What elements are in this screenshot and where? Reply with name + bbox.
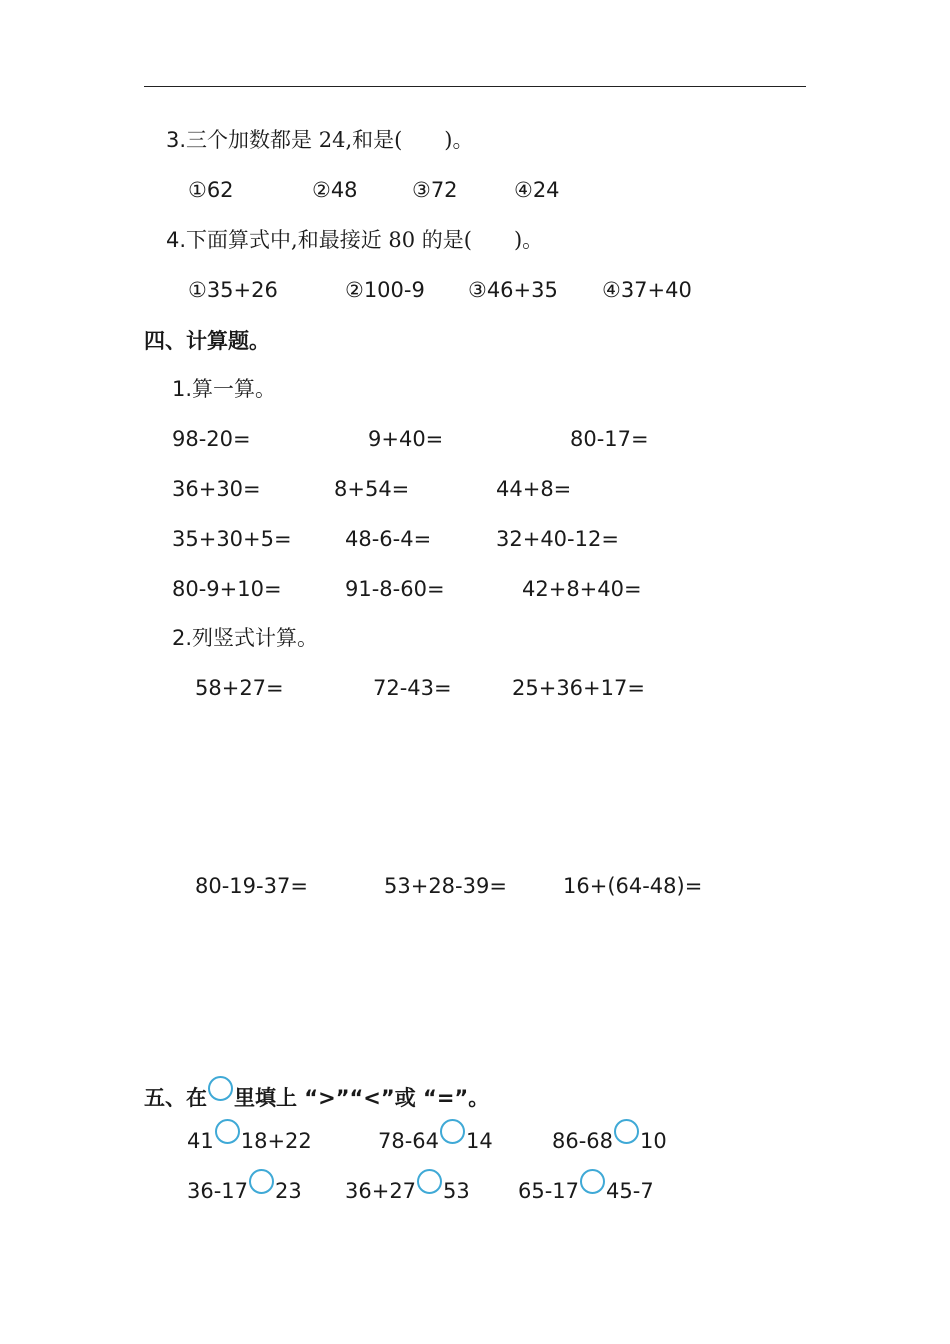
section-5-title [144,1076,489,1111]
compare-5-blank[interactable] [417,1169,442,1194]
q3-option-4: ④24 [514,178,560,202]
compare-5-right: 53 [443,1179,470,1203]
compare-6-left: 65-17 [518,1179,580,1203]
header-rule [144,86,806,87]
subsection-1 [172,376,276,402]
q4-option-4: ④37+40 [602,278,692,302]
question-4-number: 4. [166,228,187,252]
calc-r2-c2: 8+54= [334,477,410,501]
compare-item-4 [187,1169,302,1204]
compare-item-1 [187,1119,312,1154]
compare-5-left: 36+27 [345,1179,417,1203]
compare-1-left: 41 [187,1129,214,1153]
question-3-number: 3. [166,128,187,152]
question-3 [166,127,474,153]
calc-r1-c3: 80-17= [570,427,649,451]
compare-2-right: 14 [466,1129,493,1153]
compare-item-2 [378,1119,493,1154]
calc-r3-c3: 32+40-12= [496,527,619,551]
q4-option-1: ①35+26 [188,278,278,302]
compare-2-left: 78-64 [378,1129,440,1153]
subsection-2 [172,625,318,651]
compare-item-5 [345,1169,470,1204]
compare-item-3 [552,1119,667,1154]
q4-option-3: ③46+35 [468,278,558,302]
section-5-title-a: 五、在 [144,1086,207,1110]
calc-r2-c3: 44+8= [496,477,572,501]
compare-1-right: 18+22 [240,1129,312,1153]
q3-option-1: ①62 [188,178,234,202]
section-5-title-b: 里填上 “>”“<”或 “=”。 [234,1086,490,1110]
compare-1-blank[interactable] [215,1119,240,1144]
compare-6-right: 45-7 [606,1179,654,1203]
vertical-calc-1: 58+27= [195,676,284,700]
vertical-calc-2: 72-43= [373,676,452,700]
calc-r1-c1: 98-20= [172,427,251,451]
calc-r4-c2: 91-8-60= [345,577,445,601]
subsection-2-title: 列竖式计算。 [192,626,319,650]
vertical-calc-6: 16+(64-48)= [563,874,703,898]
question-4 [166,227,543,253]
compare-4-right: 23 [275,1179,302,1203]
question-3-text: 三个加数都是 24,和是( )。 [186,128,474,152]
calc-r3-c1: 35+30+5= [172,527,292,551]
compare-3-right: 10 [640,1129,667,1153]
calc-r3-c2: 48-6-4= [345,527,432,551]
compare-4-blank[interactable] [249,1169,274,1194]
compare-6-blank[interactable] [580,1169,605,1194]
calc-r2-c1: 36+30= [172,477,261,501]
compare-item-6 [518,1169,654,1204]
calc-r4-c3: 42+8+40= [522,577,642,601]
q3-option-3: ③72 [412,178,458,202]
compare-3-left: 86-68 [552,1129,614,1153]
calc-r1-c2: 9+40= [368,427,444,451]
q3-option-2: ②48 [312,178,358,202]
circle-icon [208,1076,233,1101]
vertical-calc-3: 25+36+17= [512,676,645,700]
subsection-1-number: 1. [172,377,193,401]
calc-r4-c1: 80-9+10= [172,577,282,601]
q4-option-2: ②100-9 [345,278,425,302]
compare-2-blank[interactable] [440,1119,465,1144]
vertical-calc-5: 53+28-39= [384,874,507,898]
vertical-calc-4: 80-19-37= [195,874,308,898]
subsection-2-number: 2. [172,626,193,650]
compare-4-left: 36-17 [187,1179,249,1203]
question-4-text: 下面算式中,和最接近 80 的是( )。 [186,228,544,252]
section-4-title: 四、计算题。 [144,329,270,353]
compare-3-blank[interactable] [614,1119,639,1144]
subsection-1-title: 算一算。 [192,377,277,401]
